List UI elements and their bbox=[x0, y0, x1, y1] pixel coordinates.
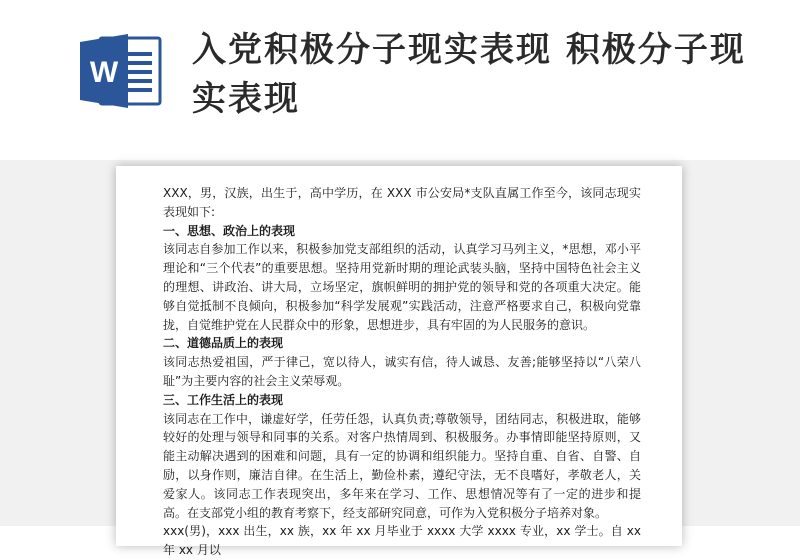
header bbox=[0, 0, 800, 160]
document-paragraph: 该同志自参加工作以来，积极参加党支部组织的活动，认真学习马列主义，*思想，邓小平理论和“三个代表”的重要思想。坚持用党新时期的理论武装头脑，坚持中国特色社会主义的理想、讲政治、讲大局，立场坚定，旗帜鲜明的拥护党的领导和党的各项重大决定。能够自觉抵制不良倾向，积极参加“科学发展观”实践活动，注意严格要求自己，积极向党靠拢，自觉维护党在人民群众中的形象，思想进步，具有牢固的为人民服务的意识。 bbox=[163, 242, 641, 332]
section-heading: 三、工作生活上的表现 bbox=[163, 392, 284, 407]
word-document-icon bbox=[78, 30, 168, 110]
document-paragraph: XXX，男，汉族，出生于，高中学历，在 XXX 市公安局*支队直属工作至今，该同志现实表现如下: bbox=[163, 186, 641, 219]
section-heading: 二、道德品质上的表现 bbox=[163, 336, 284, 351]
document-paragraph: 该同志在工作中，谦虚好学，任劳任怨，认真负责;尊敬领导，团结同志，积极进取，能够较好的处理与领导和同事的关系。对客户热情周到、积极服务。办事情即能坚持原则，又能主动解决遇到的困难和问题，具有一定的协调和组织能力。坚持自重、自省、自警、自励，以身作则，廉洁自律。在生活上，勤俭朴素，遵纪守法，无不良嗜好，孝敬老人，关爱家人。该同志工作表现突出，多年来在学习、工作、思想情况等有了一定的进步和提高。在支部党小组的教育考察下，经支部研究同意，可作为入党积极分子培养对象。 bbox=[163, 411, 641, 520]
word-icon-letter: W bbox=[89, 56, 119, 89]
document-content bbox=[163, 184, 641, 560]
document-paragraph: xxx(男)，xxx 出生，xx 族，xx 年 xx 月毕业于 xxxx 大学 xxxx 专业，xx 学士。自 xx 年 xx 月以 bbox=[163, 524, 641, 558]
page-title: 入党积极分子现实表现 积极分子现实表现 bbox=[192, 30, 746, 119]
section-heading: 一、思想、政治上的表现 bbox=[163, 223, 296, 238]
document-paragraph: 该同志热爱祖国，严于律己，宽以待人，诚实有信，待人诚恳、友善;能够坚持以“八荣八耻”为主要内容的社会主义荣辱观。 bbox=[163, 355, 641, 388]
document-page bbox=[116, 166, 682, 558]
